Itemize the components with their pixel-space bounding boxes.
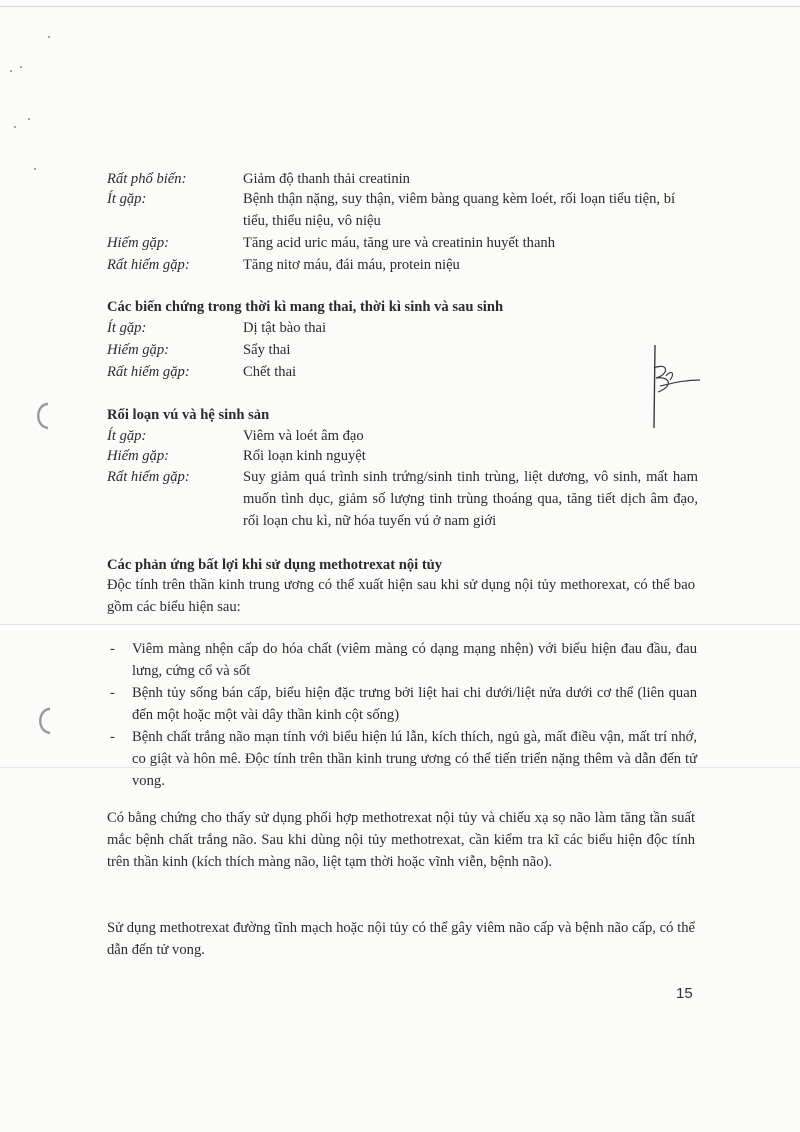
effect-text: Sẩy thai <box>243 342 291 358</box>
scan-speck <box>34 168 36 170</box>
kidney-row-very-rare <box>107 254 707 276</box>
effect-text: Rối loạn kinh nguyệt <box>243 448 366 464</box>
scan-speck <box>14 126 16 128</box>
effect-text: Giảm độ thanh thải creatinin <box>243 171 410 187</box>
list-item <box>107 638 697 682</box>
section-heading-pregnancy: Các biến chứng trong thời kì mang thai, thời kì sinh và sau sinh <box>107 299 504 315</box>
frequency-label: Hiếm gặp: <box>107 448 170 464</box>
bullet-dash: - <box>110 685 115 701</box>
frequency-label: Hiếm gặp: <box>107 342 170 358</box>
effect-text: Tăng nitơ máu, đái máu, protein niệu <box>243 257 460 273</box>
kidney-row-very-common <box>107 168 707 190</box>
section-heading-intrathecal: Các phản ứng bất lợi khi sử dụng methotrexat nội tủy <box>107 557 443 573</box>
list-item-text: Viêm màng nhện cấp do hóa chất (viêm màng có dạng mạng nhện) với biểu hiện đau đầu, đau lưng, cứng cổ và sốt <box>132 641 697 679</box>
frequency-label: Rất hiếm gặp: <box>107 469 190 485</box>
list-item <box>107 726 697 792</box>
kidney-row-rare <box>107 232 707 254</box>
frequency-label: Hiếm gặp: <box>107 235 170 251</box>
frequency-label: Ít gặp: <box>107 320 147 336</box>
reproductive-row-rare <box>107 445 707 467</box>
section-heading-reproductive: Rối loạn vú và hệ sinh sản <box>107 407 270 423</box>
reproductive-row-uncommon <box>107 425 707 447</box>
scan-line <box>0 624 800 625</box>
scan-line <box>0 6 800 7</box>
frequency-label: Rất hiếm gặp: <box>107 257 190 273</box>
frequency-label: Rất phổ biến: <box>107 171 187 187</box>
frequency-label: Ít gặp: <box>107 428 147 444</box>
binder-hole-mark <box>30 400 54 432</box>
effect-text: Bệnh thận nặng, suy thận, viêm bàng quang kèm loét, rối loạn tiểu tiện, bí tiểu, thiểu niệu, vô niệu <box>243 191 676 229</box>
scan-speck <box>10 70 12 72</box>
effect-text: Suy giảm quá trình sinh trứng/sinh tinh trùng, liệt dương, vô sinh, mất ham muốn tình dục, giảm số lượng tinh trùng thoáng qua, tăng tiết dịch âm đạo, rối loạn chu kì, nữ hóa tuyến vú ở nam giới <box>243 469 698 529</box>
effect-text: Tăng acid uric máu, tăng ure và creatinin huyết thanh <box>243 235 556 251</box>
reproductive-row-very-rare <box>107 466 707 532</box>
kidney-row-uncommon <box>107 188 707 232</box>
adverse-effects-list <box>107 638 697 792</box>
paragraph-encephalopathy: Sử dụng methotrexat đường tĩnh mạch hoặc nội tủy có thể gây viêm não cấp và bệnh não cấp, có thể dẫn đến tử vong. <box>107 920 695 958</box>
effect-text: Chết thai <box>243 364 297 380</box>
frequency-label: Ít gặp: <box>107 191 147 207</box>
intro-paragraph: Độc tính trên thần kinh trung ương có thể xuất hiện sau khi sử dụng nội tủy methorexat, có thể bao gồm các biểu hiện sau: <box>107 577 695 615</box>
frequency-label: Rất hiếm gặp: <box>107 364 190 380</box>
pregnancy-row-rare <box>107 339 707 361</box>
binder-hole-mark <box>32 705 56 737</box>
list-item-text: Bệnh tủy sống bán cấp, biểu hiện đặc trưng bởi liệt hai chi dưới/liệt nửa dưới cơ thể (liên quan đến một hoặc một vài dây thần kinh cột sống) <box>132 685 697 723</box>
bullet-dash: - <box>110 641 115 657</box>
bullet-dash: - <box>110 729 115 745</box>
scan-speck <box>48 36 50 38</box>
list-item <box>107 682 697 726</box>
scan-speck <box>28 118 30 120</box>
effect-text: Dị tật bào thai <box>243 320 327 336</box>
paragraph-white-matter: Có bằng chứng cho thấy sử dụng phối hợp methotrexat nội tủy và chiếu xạ sọ não làm tăng tần suất mắc bệnh chất trắng não. Sau khi dùng nội tủy methotrexat, cần kiểm tra kĩ các biểu hiện độc tính trên thần kinh (kích thích màng não, liệt tạm thời hoặc vĩnh viễn, bệnh não). <box>107 810 695 870</box>
page-number: 15 <box>676 985 693 1002</box>
pregnancy-row-uncommon <box>107 317 707 339</box>
pregnancy-row-very-rare <box>107 361 707 383</box>
effect-text: Viêm và loét âm đạo <box>243 428 364 444</box>
list-item-text: Bệnh chất trắng não mạn tính với biểu hiện lú lẫn, kích thích, ngủ gà, mất điều vận, mất trí nhớ, co giật và hôn mê. Độc tính trên thần kinh trung ương có thể tiến triển nặng thêm và dẫn đến tử vong. <box>132 729 697 789</box>
scan-speck <box>20 66 22 68</box>
